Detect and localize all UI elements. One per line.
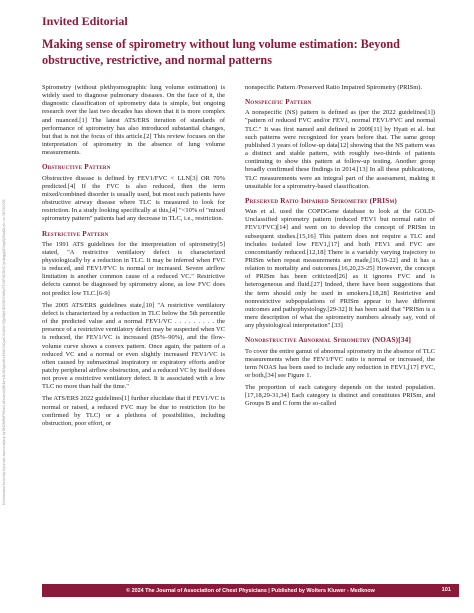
section-heading-restrictive: Restrictive Pattern — [42, 229, 109, 238]
continued-paragraph: nonspecific Pattern /Preserved Ratio Impaired Spirometry (PRISm). — [245, 84, 423, 91]
footer-copyright: © 2024 The Journal of Association of Chest Physicians | Published by Wolters Kluwer - Medknow — [126, 587, 375, 594]
section-heading-obstructive: Obstructive Pattern — [42, 163, 111, 172]
noas-paragraph-1: To cover the entire gamut of abnormal spirometry in the absence of TLC measurements when the FEV1/FVC ratio is normal or increased, the term NOAS has been used to include any reduction in FEV1,[17] FVC, or both,[34] see Figure 1. — [245, 347, 435, 379]
noas-paragraph-2: The proportion of each category depends on the tested population.[17,18,29-31,34] Each category is distinct and constitutes PRISm, and Groups B and C form the so-called — [245, 384, 435, 408]
page-number: 101 — [441, 587, 451, 593]
section-heading-prism: Preserved Ratio Impaired Spirometry (PRISm) — [245, 196, 397, 205]
restrictive-paragraph-3: The ATS/ERS 2022 guidelines[1] further elucidate that if FEV1/VC is normal or raised, a reduced FVC may be due to restriction (to be confirmed by TLC) or a plethora of possibilities, including obstruction, poor effort, or — [42, 395, 225, 427]
article-type-label: Invited Editorial — [42, 14, 128, 28]
restrictive-paragraph-2: The 2005 ATS/ERS guidelines state,[10] "A restrictive ventilatory defect is characterized by a reduction in TLC below the 5th percentile of the predicted value and a normal FEV1/VC . . . . . . . . . the presence of a restrictive ventilatory defect may be suspected when VC is reduced, the FEV1/VC is increased (85%–90%), and the flow-volume curve shows a convex pattern. Once again, the pattern of a reduced VC and a normal or even slightly increased FEV1/VC is often caused by submaximal inspiratory or expiratory efforts and/or patchy peripheral airflow obstruction, and a reduced VC by itself does not prove a restrictive ventilatory defect. It is associated with a low TLC no more than half the time." — [42, 301, 225, 391]
left-column — [42, 84, 225, 428]
page-footer — [42, 584, 459, 597]
article-title: Making sense of spirometry without lung volume estimation: Beyond obstructive, restrictive, and normal patterns — [42, 37, 400, 67]
prism-paragraph: Wan et al. used the COPDGene database to look at the GOLD-Unclassified spirometry pattern (reduced FEV1 but normal ratio of FEV1/FVC)[14] and went on to develop the concept of PRISm in subsequent studies.[15,16] This pattern does not require a TLC and includes isolated low FEV1,[17] and both FEV1 and FVC are concomitantly reduced.[12,18] There is a variably varying trajectory to PRISm when repeat measurements are made,[16,19-22] and it has a relation to mortality and outcomes.[16,20,23-25] However, the concept of PRISm has been criticized[26] as it ignores FVC and is heterogeneous and fluid.[27] Indeed, there have been suggestions that the term should only be used in smokers.[18,28] Restrictive and nonrestrictive subpopulations of PRISm appear to have different outcomes and pathophysiology.[29-32] It has been said that "PRISm is a mere description of what the spirometry numbers already say, void of any physiological interpretation".[33] — [245, 208, 435, 330]
obstructive-paragraph: Obstructive disease is defined by FEV1/FVC < LLN[3] OR 70% predicted.[4] If the FVC is also reduced, then the term mixed/combined disorder is usually used, but most such patients have obstructive airway disease where TLC is measured to look for restriction. In a study looking specifically at this,[4] "<10% of "mixed spirometry pattern" patients had any decrease in TLC, i.e., restriction. — [42, 174, 225, 223]
section-heading-noas: Nonobstructive Abnormal Spirometry (NOAS)[34] — [245, 336, 412, 345]
section-heading-nonspecific: Nonspecific Pattern — [245, 98, 312, 107]
nonspecific-paragraph: A nonspecific (NS) pattern is defined as (per the 2022 guidelines[1]) "pattern of reduced FVC and/or FEV1, normal FEV1/FVC and normal TLC." It was first named and defined in 2009[11] by Hyatt et al. but such patterns were recognized for years before that. The same group published 3 years of follow-up data[12] showing that the NS pattern was a distinct and stable pattern, with roughly two-thirds of patients continuing to show this pattern at follow-up testing. Another group broadly confirmed these findings in 2014.[13] In all these publications, TLC measurements were an integral part of the assessment, making it unsuitable for a spirometry-based classification. — [245, 109, 435, 190]
download-watermark-text: Downloaded from http://journals.lww.com/jacp by BhDMf5ePHKav1zEoum1tQfN4a+kJLhEZgbsIHo4XMi0hCywCX1AWnYQp/IlQrHD3i3D0OdRyi7TvSFl4Cf3VC1y0abggQZXdgGj2MwlZLeI= on 09/13/2025 — [2, 199, 6, 505]
restrictive-paragraph-1: The 1991 ATS guidelines for the interpretation of spirometry[5] stated, "A restrictive ventilatory defect is characterized physiologically by a reduction in TLC. It may be inferred when FVC is reduced, and FEV1/FVC is normal or increased. Severe airflow limitation is another common cause of a reduced VC." Restrictive defects cannot be diagnosed by spirometry alone, as low FVC does not predict low TLC.[6-9] — [42, 240, 225, 297]
intro-paragraph: Spirometry (without plethysmographic lung volume estimation) is widely used to diagnose pulmonary diseases. On the face of it, the diagnostic classification of spirometry data is simple, but ongoing research over the last two decades has shown that it is more complex and nuanced.[1] The latest ATS/ERS iteration of standards of performance of spirometry has also introduced substantial changes, but that is not the focus of this article.[2] This review focuses on the interpretation of spirometry in the absence of lung volume measurements. — [42, 84, 225, 157]
right-column — [245, 84, 435, 409]
